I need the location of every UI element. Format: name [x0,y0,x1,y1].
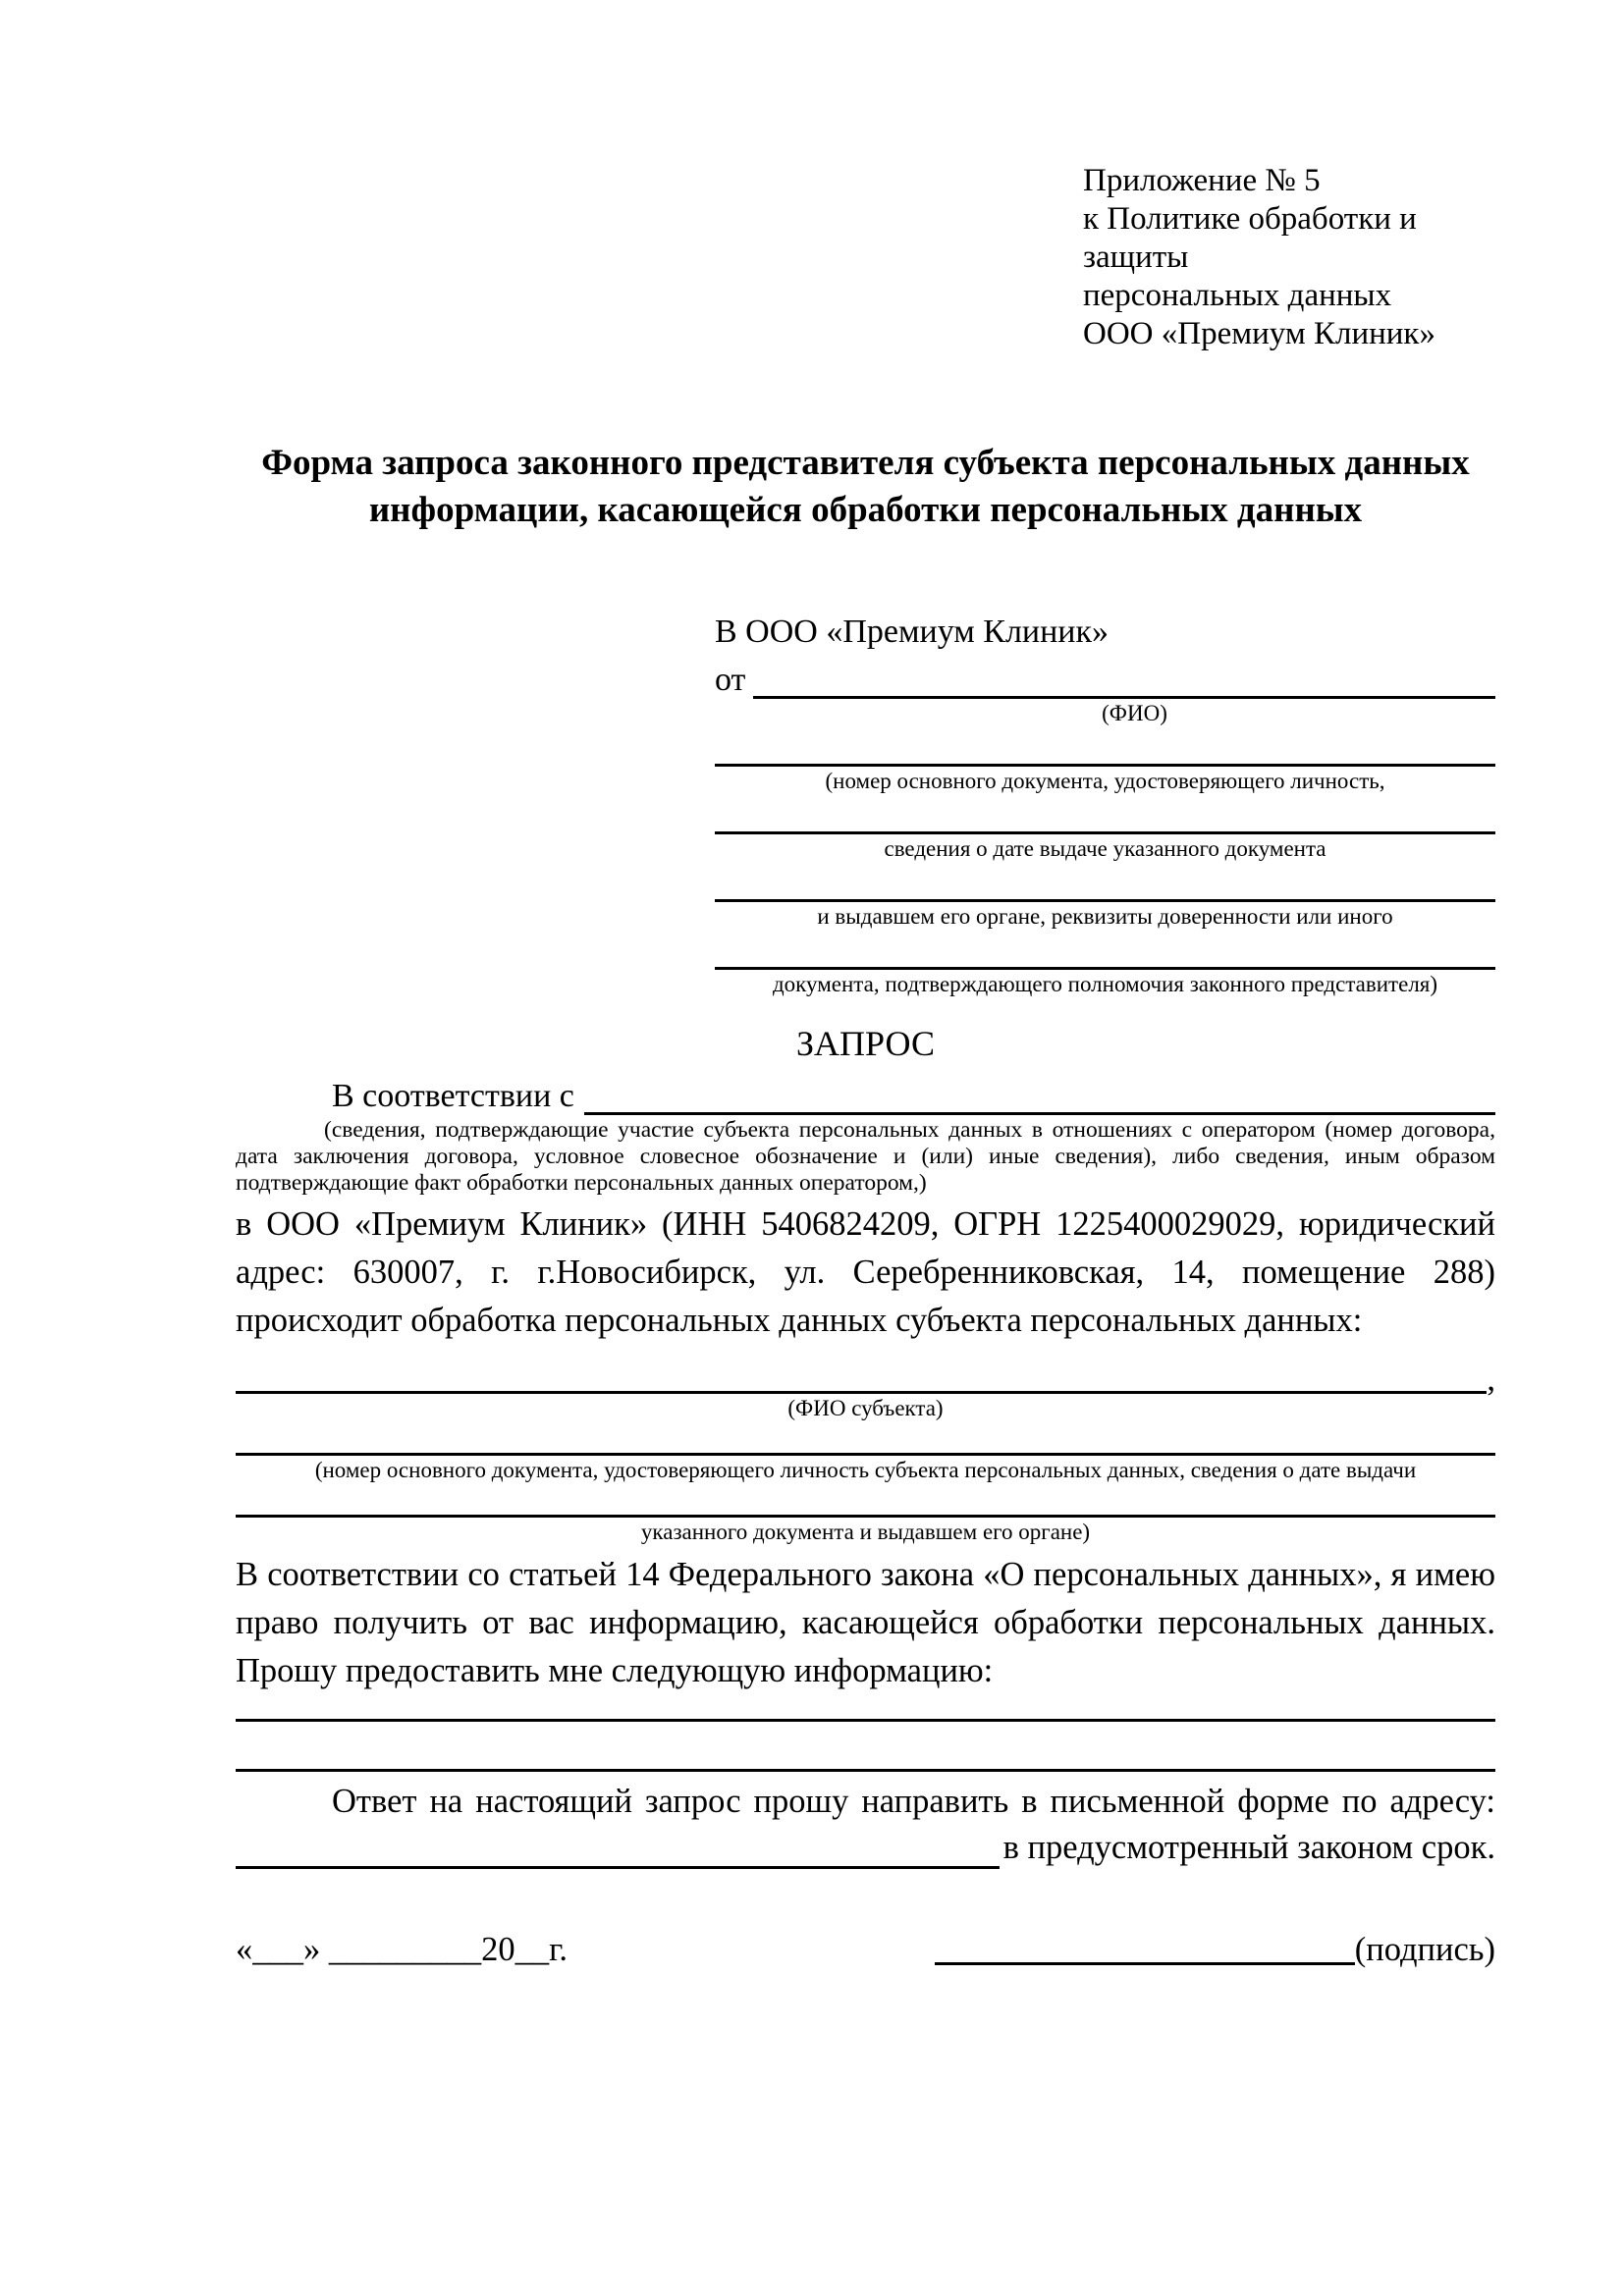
intro-caption: (сведения, подтверждающие участие субъекта персональных данных в отношениях с оператором (номер договора, дата заключения договора, условное словесное обозначение и (или) иные сведения), либо сведения, иным образом подтверждающие факт обработки персональных данных оператором,) [236,1117,1495,1196]
law-paragraph: В соответствии со статьей 14 Федерального закона «О персональных данных», я имею право получить от вас информацию, касающейся обработки персональных данных. Прошу предоставить мне следующую информацию: [236,1556,1495,1689]
appendix-header-line: Приложение № 5 [1083,163,1321,198]
appendix-header-line: ООО «Премиум Клиник» [1083,316,1435,351]
recipient-line: В ООО «Премиум Клиник» [715,614,1110,650]
from-label: от [715,662,746,698]
subject-fio-comma: , [1487,1361,1495,1398]
subject-fio-row [236,1359,1495,1398]
reply-address-row [236,1826,1495,1869]
appendix-header [1083,162,1495,353]
intro-label: В соответствии с [332,1078,574,1114]
issue-date-caption: сведения о дате выдаче указанного документа [884,836,1326,861]
reply-paragraph: Ответ на настоящий запрос прошу направить в письменной форме по адресу: [332,1783,1495,1820]
signature-group [935,1928,1495,1971]
signature-underline [935,1962,1355,1965]
authority-document-caption: документа, подтверждающего полномочия законного представителя) [772,972,1438,996]
appendix-header-line: персональных данных [1083,278,1392,313]
subject-fio-caption: (ФИО субъекта) [787,1396,944,1420]
document-title-line-2: информации, касающейся обработки персональных данных [368,490,1363,530]
reply-address-underline [236,1866,1000,1869]
document-title [236,440,1495,534]
issuing-authority-caption: и выдавшем его органе, реквизиты доверенности или иного [817,904,1393,929]
document-content [236,0,1495,1971]
signature-caption: (подпись) [1354,1931,1495,1968]
request-heading: ЗАПРОС [796,1024,935,1063]
date-line: «___» _________20__г. [236,1931,568,1968]
operator-paragraph: в ООО «Премиум Клиник» (ИНН 5406824209, ОГРН 1225400029029, юридический адрес: 630007, г. г.Новосибирск, ул. Серебренниковская, 14, помещение 288) происходит обработка персональных данных субъекта персональных данных: [236,1205,1495,1339]
addressee-block [715,611,1495,999]
subject-document-caption-2: указанного документа и выдавшем его органе) [640,1520,1091,1544]
footer-row [236,1928,1495,1971]
document-number-caption: (номер основного документа, удостоверяющего личность, [825,769,1385,793]
from-row [715,654,1495,699]
subject-document-caption-1: (номер основного документа, удостоверяющего личность субъекта персональных данных, сведения о дате выдачи [314,1458,1417,1482]
reply-suffix: в предусмотренный законом срок. [1002,1829,1495,1866]
blank-underline-2 [236,1769,1495,1772]
document-title-line-1: Форма запроса законного представителя субъекта персональных данных [261,443,1470,483]
intro-underline [584,1112,1495,1115]
fio-caption: (ФИО) [1102,701,1167,725]
intro-row [236,1070,1495,1115]
blank-underline-1 [236,1719,1495,1722]
appendix-header-line: к Политике обработки и защиты [1083,201,1417,275]
